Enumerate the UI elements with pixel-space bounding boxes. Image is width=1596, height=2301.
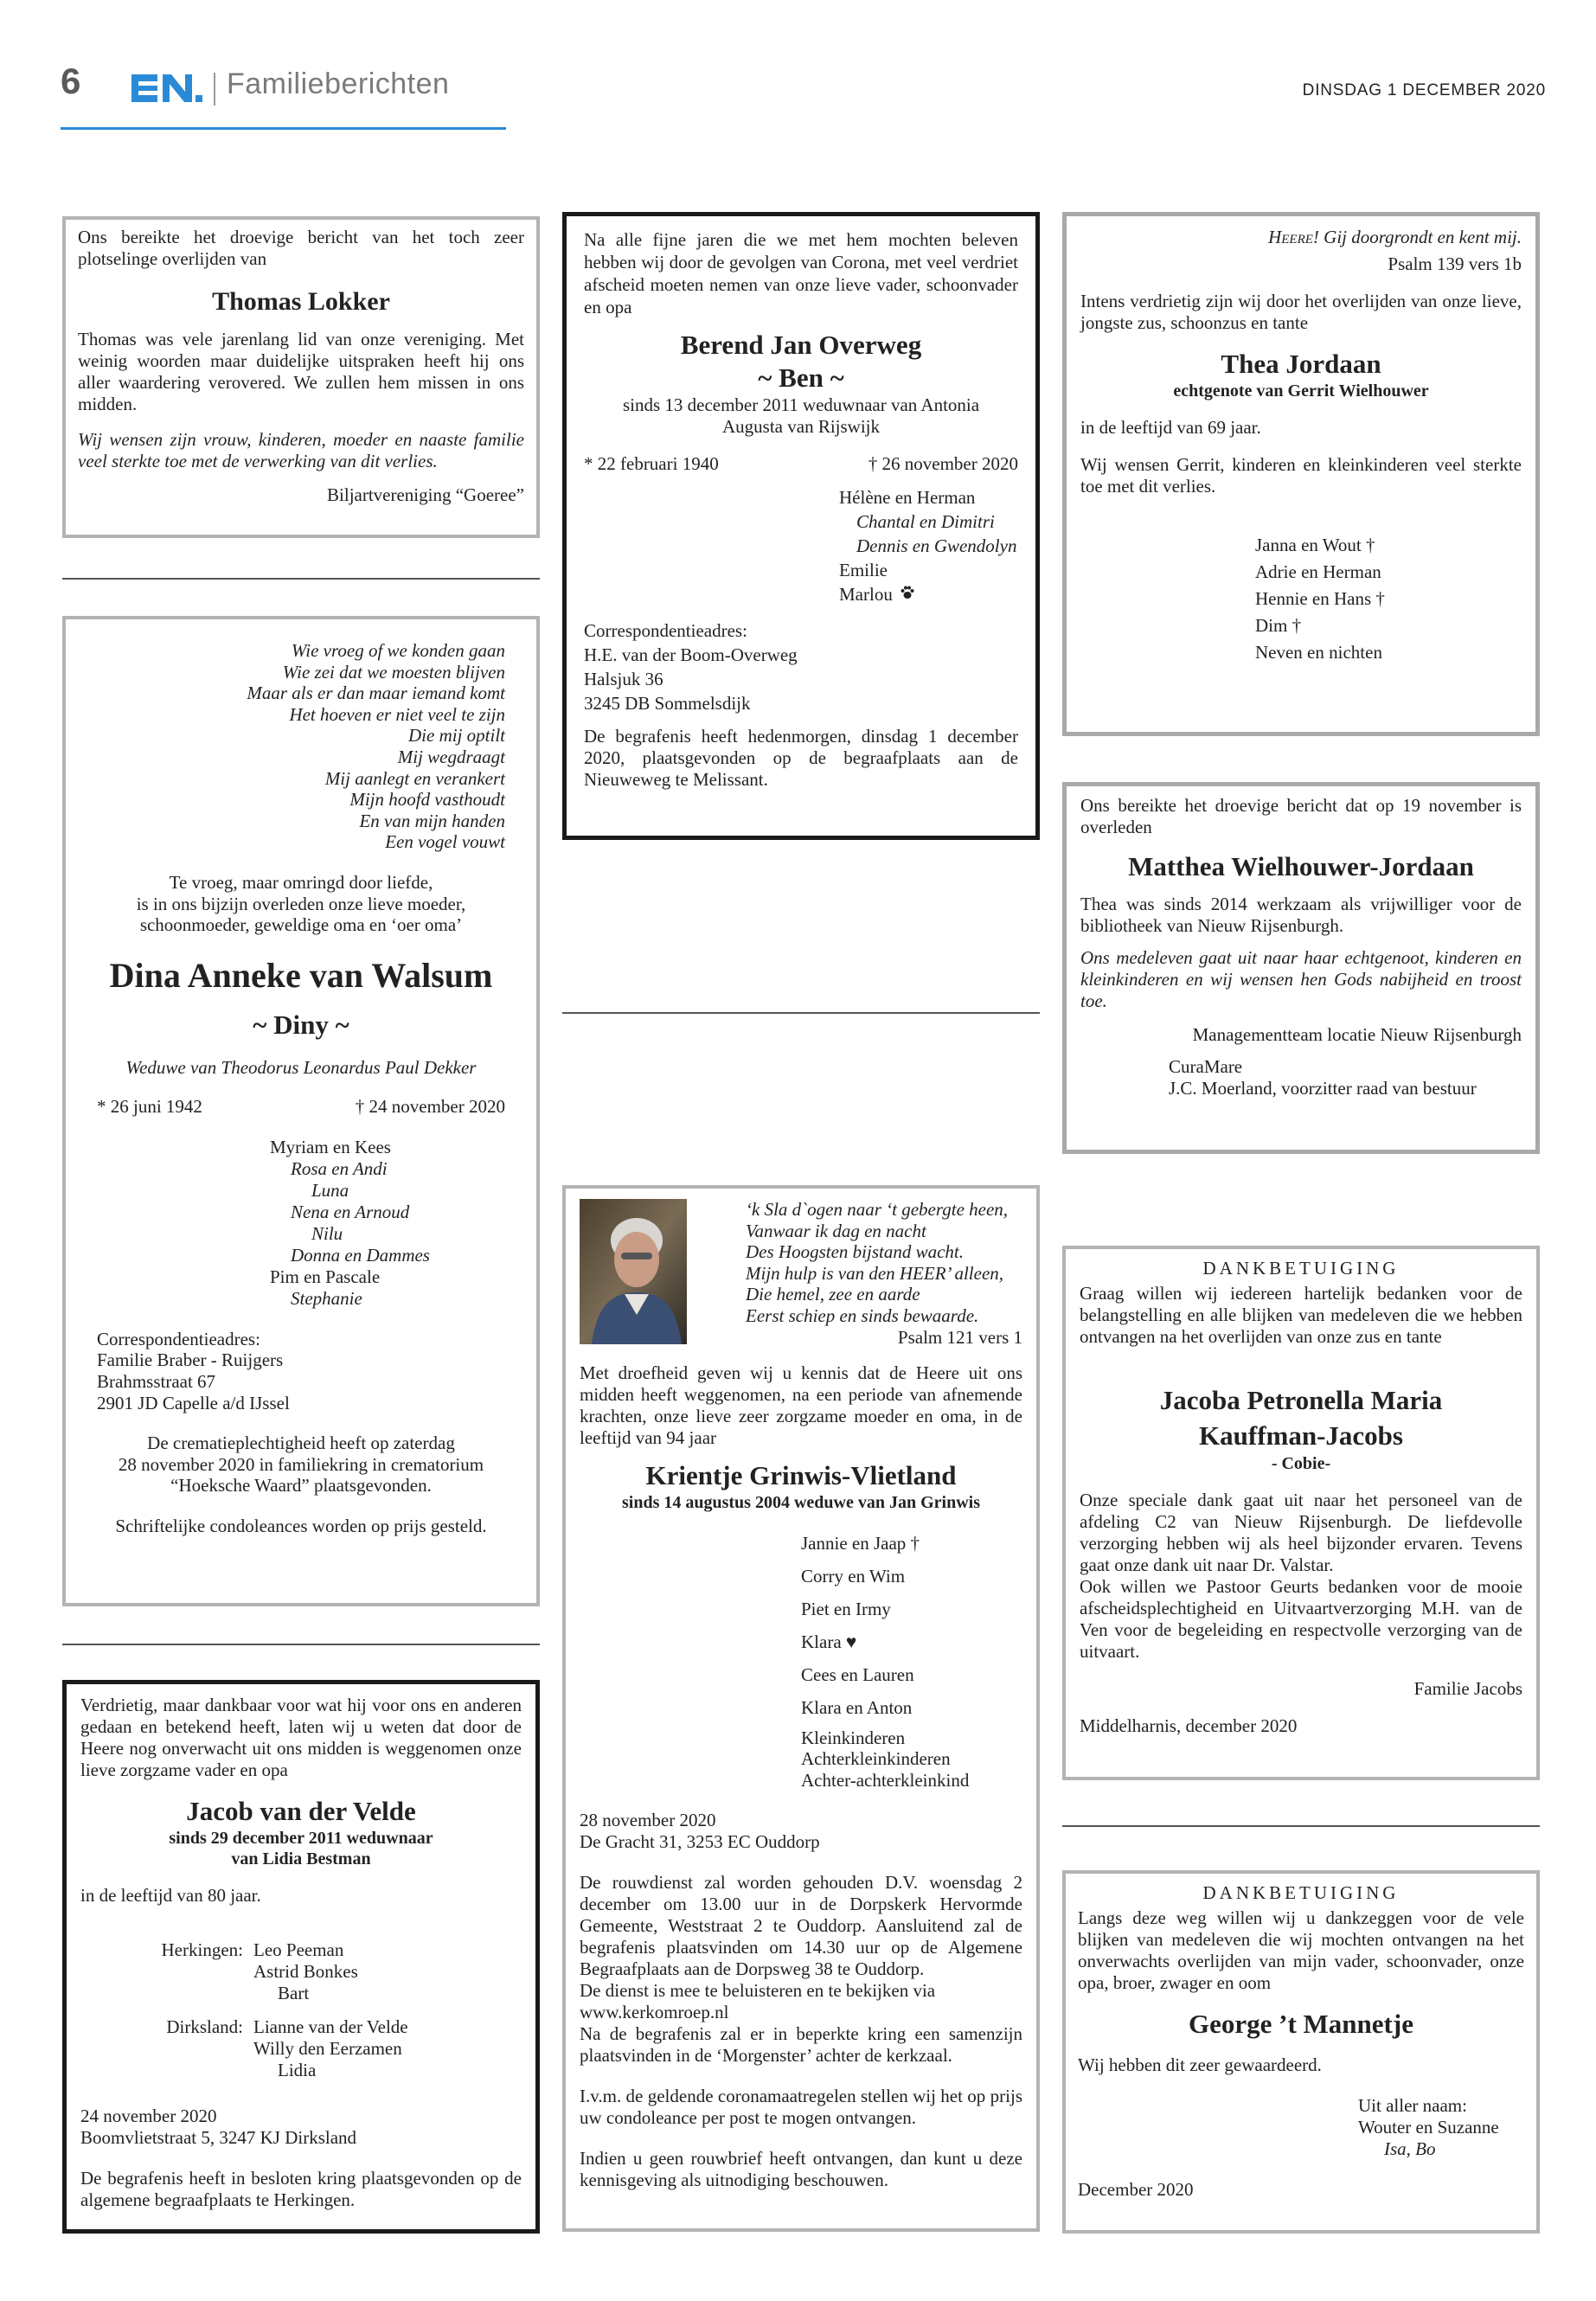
stream-info: De dienst is mee te beluisteren en te bekijken via [580, 1980, 936, 2002]
family-member: Stephanie [291, 1287, 362, 1309]
deceased-name-line-2: Kauffman-Jacobs [1199, 1420, 1403, 1451]
poem-line: Wie zei dat we moesten blijven [282, 661, 505, 683]
psalm-reference: Psalm 121 vers 1 [897, 1326, 1022, 1348]
poem-line: Mijn hulp is van den HEER’ alleen, [746, 1262, 1004, 1284]
poem-line: Die mij optilt [408, 725, 505, 747]
notice-intro: Graag willen wij iedereen hartelijk bedanken voor de belangstelling en alle blijken van medeleven die we hebben ontvangen na het overlijden van onze zus en tante [1080, 1283, 1522, 1347]
notice-wish: Wij wensen Gerrit, kinderen en kleinkinderen veel sterkte toe met dit verlies. [1080, 454, 1522, 497]
notice-dankbetuiging-jacobs [1062, 1246, 1540, 1780]
quote-word: Heere! [1268, 227, 1319, 247]
notice-body: Onze speciale dank gaat uit naar het personeel van de afdeling C2 van Nieuw Rijsenburgh. De liefdevolle verzorging hebben wij als heel bijzonder ervaren. Tevens gaat onze dank uit naar Dr. Valstar. [1080, 1490, 1522, 1575]
family-member: Lidia [278, 2060, 317, 2080]
signature-block [1080, 1056, 1522, 1099]
poem-line: ‘k Sla d`ogen naar ‘t gebergte heen, [746, 1199, 1009, 1220]
notice-intro [97, 872, 505, 936]
address-line: Halsjuk 36 [584, 669, 663, 689]
address-line: H.E. van der Boom-Overweg [584, 644, 798, 665]
notice-date: 28 november 2020 [580, 1810, 716, 1831]
notice-jacob-van-der-velde [62, 1680, 540, 2234]
poem-line: Die hemel, zee en aarde [746, 1284, 920, 1305]
deceased-name: George ’t Mannetje [1189, 2009, 1413, 2039]
signature-line-3: Isa, Bo [1384, 2138, 1436, 2159]
column-separator [62, 1644, 540, 1645]
intro-line: schoonmoeder, geweldige oma en ‘oer oma’ [139, 914, 463, 936]
notice-body: Wij hebben dit zeer gewaardeerd. [1078, 2054, 1322, 2075]
family-member: Bart [278, 1983, 310, 2003]
notice-intro: Na alle fijne jaren die we met hem mochten beleven hebben wij door de gevolgen van Corona, met veel verdriet afscheid moeten nemen van onze lieve vader, schoonvader en opa [584, 229, 1018, 317]
notice-signature: Biljartvereniging “Goeree” [327, 484, 524, 505]
quote-rest: Gij doorgrondt en kent mij. [1318, 227, 1522, 247]
en-logo [131, 73, 206, 108]
family-list [584, 485, 1018, 606]
issue-date: DINSDAG 1 DECEMBER 2020 [1302, 81, 1546, 99]
poem [746, 1199, 1022, 1327]
poem-line: Mij aanlegt en verankert [324, 767, 505, 789]
deceased-name: Krientje Grinwis-Vlietland [645, 1459, 957, 1490]
notice-heading: DANKBETUIGING [1202, 1882, 1400, 1903]
portrait-photo [580, 1199, 687, 1344]
notice-heading: DANKBETUIGING [1202, 1258, 1400, 1279]
family-member: Hélène en Herman [839, 487, 976, 508]
closing-line: Schriftelijke condoleances worden op prijs gesteld. [115, 1515, 487, 1536]
family-member: Jannie en Jaap † [801, 1532, 920, 1554]
notice-signature: Familie Jacobs [1413, 1678, 1522, 1699]
family-list [253, 2016, 408, 2081]
notice-intro: Met droefheid geven wij u kennis dat de Heere uit ons midden heeft weggenomen, na een periode van afnemende krachten, onze lieve zeer zorgzame moeder en oma, in de leeftijd van 94 jaar [580, 1362, 1022, 1448]
family-member: Klara ♥ [801, 1631, 857, 1652]
ceremony-info [97, 1433, 505, 1497]
family-member: Pim en Pascale [270, 1266, 381, 1287]
family-list [580, 1527, 1022, 1724]
widower-line-part: Augusta van Rijswijk [722, 416, 880, 437]
family-member: Myriam en Kees [270, 1136, 391, 1157]
deceased-nickname: ~ Diny ~ [253, 1009, 349, 1040]
notice-date: December 2020 [1078, 2179, 1194, 2200]
life-dates [97, 1096, 505, 1118]
family-member: Dim † [1255, 615, 1302, 636]
widower-line-part: sinds 13 december 2011 weduwnaar van Antonia [622, 394, 980, 415]
column-separator [1062, 1825, 1540, 1827]
notice-intro: Intens verdrietig zijn wij door het overlijden van onze lieve, jongste zus, schoonzus en tante [1080, 291, 1522, 333]
widow-line: sinds 14 augustus 2004 weduwe van Jan Grinwis [622, 1492, 980, 1512]
family-member: Adrie en Herman [1255, 561, 1381, 582]
signature-team: Managementteam locatie Nieuw Rijsenburgh [1192, 1024, 1522, 1045]
intro-line: is in ons bijzijn overleden onze lieve moeder, [136, 893, 466, 914]
notice-berend-jan-overweg [562, 212, 1040, 840]
deceased-name: Matthea Wielhouwer-Jordaan [1128, 851, 1474, 881]
paw-icon [900, 584, 915, 605]
poem-line: Eerst schiep en sinds bewaarde. [746, 1304, 979, 1326]
poem-line: Des Hoogsten bijstand wacht. [746, 1241, 964, 1263]
page-number: 6 [61, 61, 81, 101]
home-address: De Gracht 31, 3253 EC Ouddorp [580, 1831, 820, 1853]
notice-date: 24 november 2020 [80, 2106, 217, 2126]
signature-line-2: Wouter en Suzanne [1358, 2117, 1499, 2138]
poem-line: Het hoeven er niet veel te zijn [289, 703, 505, 725]
deceased-name: Berend Jan Overweg [680, 330, 922, 360]
deceased-name: Thomas Lokker [212, 287, 390, 316]
widower-line-2: van Lidia Bestman [231, 1849, 371, 1868]
notice-matthea-wielhouwer [1062, 782, 1540, 1154]
widower-line-1: sinds 29 december 2011 weduwnaar [169, 1829, 433, 1848]
notice-krientje-grinwis [562, 1185, 1040, 2232]
signature-person: J.C. Moerland, voorzitter raad van bestuur [1169, 1078, 1477, 1099]
family-member: Klara en Anton [801, 1696, 913, 1718]
column-separator [562, 1012, 1040, 1014]
place-label: Herkingen: [161, 1939, 243, 1960]
notice-place-date: Middelharnis, december 2020 [1080, 1715, 1298, 1736]
age-line: in de leeftijd van 80 jaar. [80, 1885, 261, 1906]
correspondence-address [584, 619, 1018, 715]
life-dates [584, 453, 1018, 475]
deceased-nickname: - Cobie- [1271, 1454, 1331, 1473]
grandchildren-list [580, 1727, 1022, 1791]
poem-line: Vanwaar ik dag en nacht [746, 1220, 926, 1241]
ceremony-line: 28 november 2020 in familiekring in crematorium [118, 1453, 484, 1475]
family-member: Donna en Dammes [291, 1244, 430, 1266]
signature-line-1: Uit aller naam: [1358, 2095, 1467, 2116]
family-member: Cees en Lauren [801, 1663, 914, 1685]
home-address: Boomvlietstraat 5, 3247 KJ Dirksland [80, 2127, 357, 2148]
address-line: Brahmsstraat 67 [97, 1370, 216, 1392]
notice-intro: Langs deze weg willen wij u dankzeggen voor de vele blijken van medeleven die wij mochten ontvangen na het onverwachts overlijden van mijn vader, schoonvader, onze opa, broer, zwager en oom [1078, 1907, 1524, 1993]
family-member: Willy den Eerzamen [253, 2038, 402, 2059]
bible-quote [1080, 227, 1522, 248]
family-member: Janna en Wout † [1255, 535, 1375, 555]
psalm-reference: Psalm 139 vers 1b [1388, 253, 1522, 274]
letter-info: Indien u geen rouwbrief heeft ontvangen, dan kunt u deze kennisgeving als uitnodiging beschouwen. [580, 2148, 1022, 2191]
notice-body-2: Ook willen we Pastoor Geurts bedanken voor de mooie afscheidsplechtigheid en Uitvaartverzorging M.H. van de Ven voor de begeleiding en respectvolle verzorging van de uitvaart. [1080, 1576, 1522, 1662]
stream-link[interactable]: www.kerkomroep.nl [580, 2002, 729, 2023]
family-member: Astrid Bonkes [253, 1961, 358, 1982]
address-line: 3245 DB Sommelsdijk [584, 693, 751, 714]
poem-line: Een vogel vouwt [385, 831, 505, 853]
family-member: Chantal en Dimitri [856, 511, 995, 532]
notice-body: Thea was sinds 2014 werkzaam als vrijwilliger voor de bibliotheek van Nieuw Rijsenburgh. [1080, 894, 1522, 936]
birth-date: * 26 juni 1942 [97, 1095, 202, 1117]
family-member: Neven en nichten [1255, 642, 1382, 663]
notice-thea-jordaan [1062, 212, 1540, 736]
notice-wish: Wij wensen zijn vrouw, kinderen, moeder en naaste familie veel sterkte toe met de verwerking van dit verlies. [78, 429, 524, 471]
poem-line: Maar als er dan maar iemand komt [247, 683, 505, 704]
family-member: Hennie en Hans † [1255, 588, 1385, 609]
poem-line: Mij wegdraagt [397, 746, 505, 767]
family-list [97, 1137, 505, 1310]
notice-intro: Ons bereikte het droevige bericht van het toch zeer plotselinge overlijden van [78, 227, 524, 269]
address-line: Familie Braber - Ruijgers [97, 1349, 284, 1371]
family-member: Corry en Wim [801, 1565, 906, 1586]
death-date: † 26 november 2020 [868, 453, 1018, 474]
family-member: Kleinkinderen [801, 1727, 906, 1748]
family-member: Nena en Arnoud [291, 1201, 410, 1222]
signature-org: CuraMare [1169, 1056, 1243, 1077]
family-member: Marlou [839, 582, 1018, 606]
poem-line: Wie vroeg of we konden gaan [291, 640, 505, 661]
place-label: Dirksland: [166, 2016, 243, 2037]
birth-date: * 22 februari 1940 [584, 453, 719, 474]
page-header [0, 0, 1596, 138]
spouse-line: echtgenote van Gerrit Wielhouwer [1173, 381, 1429, 401]
notice-intro: Ons bereikte het droevige bericht dat op 19 november is overleden [1080, 795, 1522, 837]
signature-block [1078, 2095, 1524, 2160]
correspondence-address [97, 1329, 505, 1413]
header-separator [214, 73, 215, 106]
notice-body: Thomas was vele jarenlang lid van onze vereniging. Met weinig woorden maar duidelijke uitspraken heeft hij ons aller waardering verovered. We zullen hem missen in ons midden. [78, 329, 524, 414]
family-member: Nilu [311, 1222, 343, 1244]
age-line: in de leeftijd van 69 jaar. [1080, 417, 1261, 438]
ceremony-line: De crematieplechtigheid heeft op zaterdag [147, 1433, 455, 1454]
notice-dankbetuiging-mannetje [1062, 1870, 1540, 2234]
family-member: Achter-achterkleinkind [801, 1769, 970, 1791]
deceased-name: Dina Anneke van Walsum [109, 955, 493, 995]
service-info: De rouwdienst zal worden gehouden D.V. woensdag 2 december om 13.00 uur in de Dorpskerk Hervormde Gemeente, Weststraat 2 te Ouddorp. Aansluitend zal de begrafenis plaatsvinden om 14.30 uur op de Algemene Begraafplaats aan de Dorpsweg 38 te Ouddorp. [580, 1872, 1022, 1980]
intro-line: Te vroeg, maar omringd door liefde, [169, 871, 433, 893]
address-line: Correspondentieadres: [97, 1328, 260, 1349]
deceased-name: Jacob van der Velde [186, 1796, 416, 1826]
header-rule [61, 127, 506, 130]
ceremony-line: “Hoeksche Waard” plaatsgevonden. [170, 1475, 432, 1497]
family-member: Lianne van der Velde [253, 2016, 408, 2037]
family-member: Leo Peeman [253, 1939, 344, 1960]
widow-line: Weduwe van Theodorus Leonardus Paul Dekker [125, 1056, 477, 1078]
notice-thomas-lokker [62, 216, 540, 538]
family-member: Achterkleinkinderen [801, 1748, 951, 1770]
notice-dina-van-walsum [62, 616, 540, 1606]
address-line: 2901 JD Capelle a/d IJssel [97, 1392, 290, 1413]
after-funeral-info: Na de begrafenis zal er in beperkte kring een samenzijn plaatsvinden in de ‘Morgenster’ achter de kerkzaal. [580, 2023, 1022, 2067]
family-list [1080, 532, 1522, 666]
deceased-nickname: ~ Ben ~ [758, 362, 844, 393]
notice-wish: Ons medeleven gaat uit naar haar echtgenoot, kinderen en kleinkinderen en wij wensen hen Gods nabijheid en troost toe. [1080, 947, 1522, 1011]
funeral-info: De begrafenis heeft in besloten kring plaatsgevonden op de algemene begraafplaats te Herkingen. [80, 2168, 522, 2210]
family-list [253, 1939, 358, 2004]
photo-and-poem [580, 1199, 1022, 1349]
column-separator [62, 578, 540, 580]
family-member: Luna [311, 1179, 349, 1201]
poem-line: Mijn hoofd vasthoudt [349, 789, 505, 811]
family-group-herkingen [80, 1939, 522, 2004]
address-line: Correspondentieadres: [584, 620, 747, 641]
corona-info: I.v.m. de geldende coronamaatregelen stellen wij het op prijs uw condoleance per post te mogen ontvangen. [580, 2086, 1022, 2129]
deceased-name: Thea Jordaan [1221, 349, 1381, 379]
family-member: Emilie [839, 560, 888, 580]
widower-line [584, 394, 1018, 438]
family-group-dirksland [80, 2016, 522, 2081]
notice-intro: Verdrietig, maar dankbaar voor wat hij voor ons en anderen gedaan en betekend heeft, laten wij u weten dat door de Heere nog onverwacht uit ons midden is weggenomen onze lieve zorgzame vader en opa [80, 1695, 522, 1780]
deceased-name-line-1: Jacoba Petronella Maria [1159, 1385, 1443, 1415]
section-title: Familieberichten [227, 67, 450, 100]
family-member: Dennis en Gwendolyn [856, 535, 1017, 556]
family-member: Piet en Irmy [801, 1598, 891, 1619]
death-date: † 24 november 2020 [355, 1095, 505, 1117]
funeral-info: De begrafenis heeft hedenmorgen, dinsdag 1 december 2020, plaatsgevonden op de begraafplaats aan de Nieuweweg te Melissant. [584, 726, 1018, 790]
poem [97, 640, 505, 853]
poem-line: En van mijn handen [359, 810, 505, 831]
family-member: Rosa en Andi [291, 1157, 388, 1179]
